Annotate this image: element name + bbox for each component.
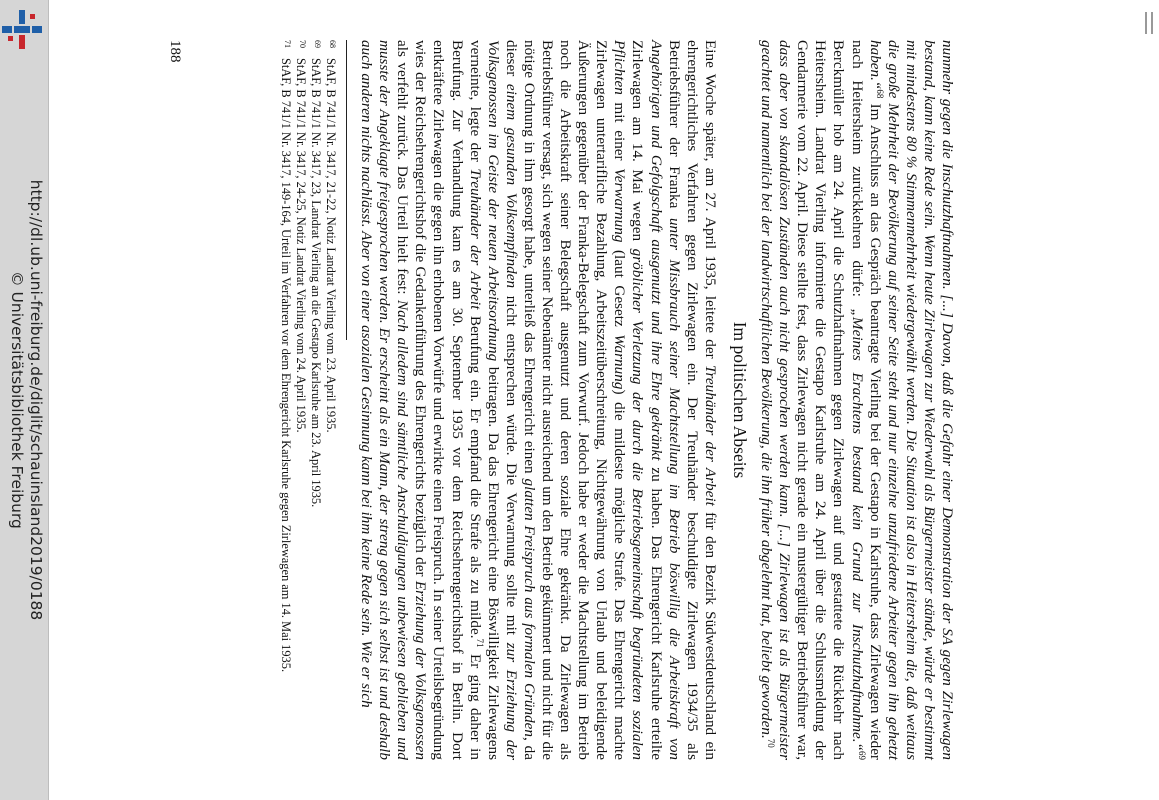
text-run-italic: Warnung — [611, 334, 629, 390]
credit-text — [0, 0, 45, 800]
page-content — [278, 40, 956, 760]
text-run: ) die mildeste mögliche Strafe. Das Ehrengericht machte Zirlewagen untertarifliche Bezahlung, Arbeitszeitüberschreitung, Nichtgewährung von Urlaub und beleidigende Äußerungen gegenüber der Franka-Belegschaft zum Vorwurf. Jedoch habe er weder die Machtstellung im Betrieb noch die Arbeitskraft seiner Belegschaft ausgenutzt und deren soziale Ehre gekränkt. Da Zirlewagen als Betriebsführer versagt, sich wegen seiner Nebenämter nicht ausreichend um den Betrieb gekümmert und nicht für die nötige Ordnung in ihm gesorgt habe, unterließ das Ehrengericht einen — [520, 40, 629, 760]
footnote-text: StAF, B 741/1 Nr. 3417, 21-22, Notiz Landrat Vierling vom 23. April 1935. — [324, 58, 338, 433]
footnote-text: StAF, B 741/1 Nr. 3417, 24-25, Notiz Landrat Vierling vom 24. April 1935. — [294, 58, 308, 433]
text-run-italic: glatten Freispruch aus formalen Gründen — [520, 478, 538, 737]
text-run: (laut Gesetz — [611, 242, 629, 335]
text-run: zu haben. Das Ehrengericht Karlsruhe erteilte Zirlewagen am 14. Mai wegen — [629, 40, 665, 761]
text-run: für den Bezirk Südwestdeutschland ein ehrengerichtliches Verfahren gegen Zirlewagen ein. Der Treuhänder beschuldigte Zirlewagen 1934/35 als Betriebsführer der Franka — [665, 40, 719, 760]
text-run: Er ging daher in Berufung. Zur Verhandlung kam es am 30. September 1935 vor dem Reichsehrengerichtshof in Berlin. Dort entkräftete Zirlewagen die gegen ihn erhobenen Vorwürfe und erwirkte einen Freispruch. In seiner Urteilsbegründung wies der Reichsehrengerichtshof die Gedankenführung des Ehrengerichts bezüglich der — [412, 40, 484, 760]
footnote-ref: 70 — [766, 738, 777, 748]
footnote-divider — [346, 40, 347, 340]
text-run-italic: Erziehung der Volksgenossen — [412, 580, 430, 760]
footnote-number: 71 — [283, 40, 292, 48]
footnote-ref: 69 — [856, 751, 867, 760]
text-run-italic: zur Erziehung der Volksgenossen im Geiste der neuen Arbeitsordnung — [484, 40, 520, 761]
footnote-number: 70 — [298, 40, 307, 48]
footnote — [308, 40, 323, 760]
text-run-italic: einem gesunden Volksempfinden — [502, 83, 520, 289]
footnote-text: StAF, B 741/1 Nr. 3417, 149-164, Urteil im Verfahren vor dem Ehrengericht Karlsruhe gegen Zirlewagen am 14. Mai 1935. — [279, 58, 293, 673]
text-run: als verfehlt zurück. Das Urteil hielt fest: — [394, 40, 412, 300]
footnote-ref: 71 — [474, 638, 485, 648]
text-run: nicht entsprechen würde. Die Verwarnung sollte mit — [502, 288, 520, 643]
page-number: 188 — [167, 40, 183, 63]
text-run-italic: dass aber von skandalösen Zuständen auch nicht gesprochen werden kann. [...] Zirlewagen ist als Bürgermeister geachtet und namentlich bei der landwirtschaftlichen Bevölkerung, die ihn früher abgelehnt hat, beliebt geworden. — [758, 40, 794, 760]
text-run-italic: Treuhänder der Arbeit — [701, 364, 719, 506]
text-run: mit einer — [611, 94, 629, 169]
text-run-italic: gröblicher Verletzung der durch die Betriebsgemeinschaft begründeten sozialen Pflichten — [611, 40, 647, 760]
footnote — [293, 40, 308, 760]
footnote-ref: 68 — [874, 89, 885, 99]
text-run: , da dieser — [502, 40, 538, 760]
source-url[interactable]: http://dl.ub.uni-freiburg.de/diglit/schauinsland2019/0188 — [27, 179, 45, 621]
quote-text: nunmehr gegen die Inschutzhaftnahmen. [...] Davon, daß die Gefahr einer Demonstration der SA gegen Zirlewagen bestand, kann keine Rede sein. Wenn heute Zirlewagen zur Wiederwahl als Bürgermeister stände, würde er bestimmt mit mindestens 80 % Stimmenmehrheit wiedergewählt werden. Die Situation ist also in Heitersheim die, daß weitaus die große Mehrheit der Bevölkerung auf seiner Seite steht und nur einzelne unzufriedene Arbeiter gegen ihn gehetzt haben.“ — [866, 40, 956, 760]
text-run-italic: „Meines Erachtens bestand kein Grund zur Inschutzhaftnahme.“ — [848, 308, 866, 751]
footnote — [278, 40, 293, 760]
text-run-italic: unter Missbrauch seiner Machtstellung im Betrieb böswillig die Arbeitskraft von Angehörigen und Gefolgschaft ausgenutzt und ihre Ehre gekränkt — [647, 40, 683, 761]
footnote-number: 69 — [313, 40, 322, 48]
crop-mark-icon — [1143, 10, 1155, 36]
text-run: Berckmüller hob am 24. April die Schutzhaftnahmen gegen Zirlewagen auf und gestattete die Rückkehr nach Heitersheim. Landrat Vierling informierte die Gestapo Karlsruhe am 24. April über die Schlussmeldung der Gendarmerie vom 22. April. Diese stellte fest, dass Zirlewagen nicht gerade ein mustergültiger Betriebsführer war, — [794, 40, 848, 760]
text-run: Berufung ein. Er empfand die Strafe als zu milde. — [466, 309, 484, 639]
text-run: Eine Woche später, am 27. April 1935, leitete der — [701, 40, 719, 365]
text-run-italic: Nach alledem sind sämtliche Anschuldigungen unbewiesen geblieben und musste der Angeklagte freigesprochen werden. Er erscheint als ein Mann, der streng gegen sich selbst ist und deshalb auch anderen nichts nachlässt. Aber von einer asozialen Gesinnung kann bei ihm keine Rede sein. Wie er sich — [358, 40, 412, 760]
copyright-notice: © Universitätsbibliothek Freiburg — [8, 271, 26, 529]
footnote — [323, 40, 338, 760]
document-page-view — [50, 0, 1159, 800]
body-paragraph — [357, 40, 719, 760]
section-heading: Im politischen Abseits — [729, 321, 750, 479]
scanned-page — [84, 0, 1124, 800]
footnote-text: StAF, B 741/1 Nr. 3417, 23, Landrat Vierling an die Gestapo Karlsruhe am 23. April 1935. — [309, 58, 323, 508]
footnote-number: 68 — [328, 40, 337, 48]
viewer-sidebar — [0, 0, 49, 800]
footnotes — [278, 40, 338, 760]
text-run-italic: Treuhänder der Arbeit — [466, 168, 484, 310]
quote-paragraph — [757, 40, 956, 760]
text-run: Im Anschluss an das Gespräch beantragte Vierling bei der Gestapo in Karlsruhe, dass Zirlewagen wieder nach Heitersheim zurückkehren dürfe: — [848, 40, 884, 760]
text-run: beitragen. Da das Ehrengericht eine Böswilligkeit Zirlewagens verneinte, legte der — [466, 40, 502, 760]
text-run-italic: Verwarnung — [611, 168, 629, 243]
